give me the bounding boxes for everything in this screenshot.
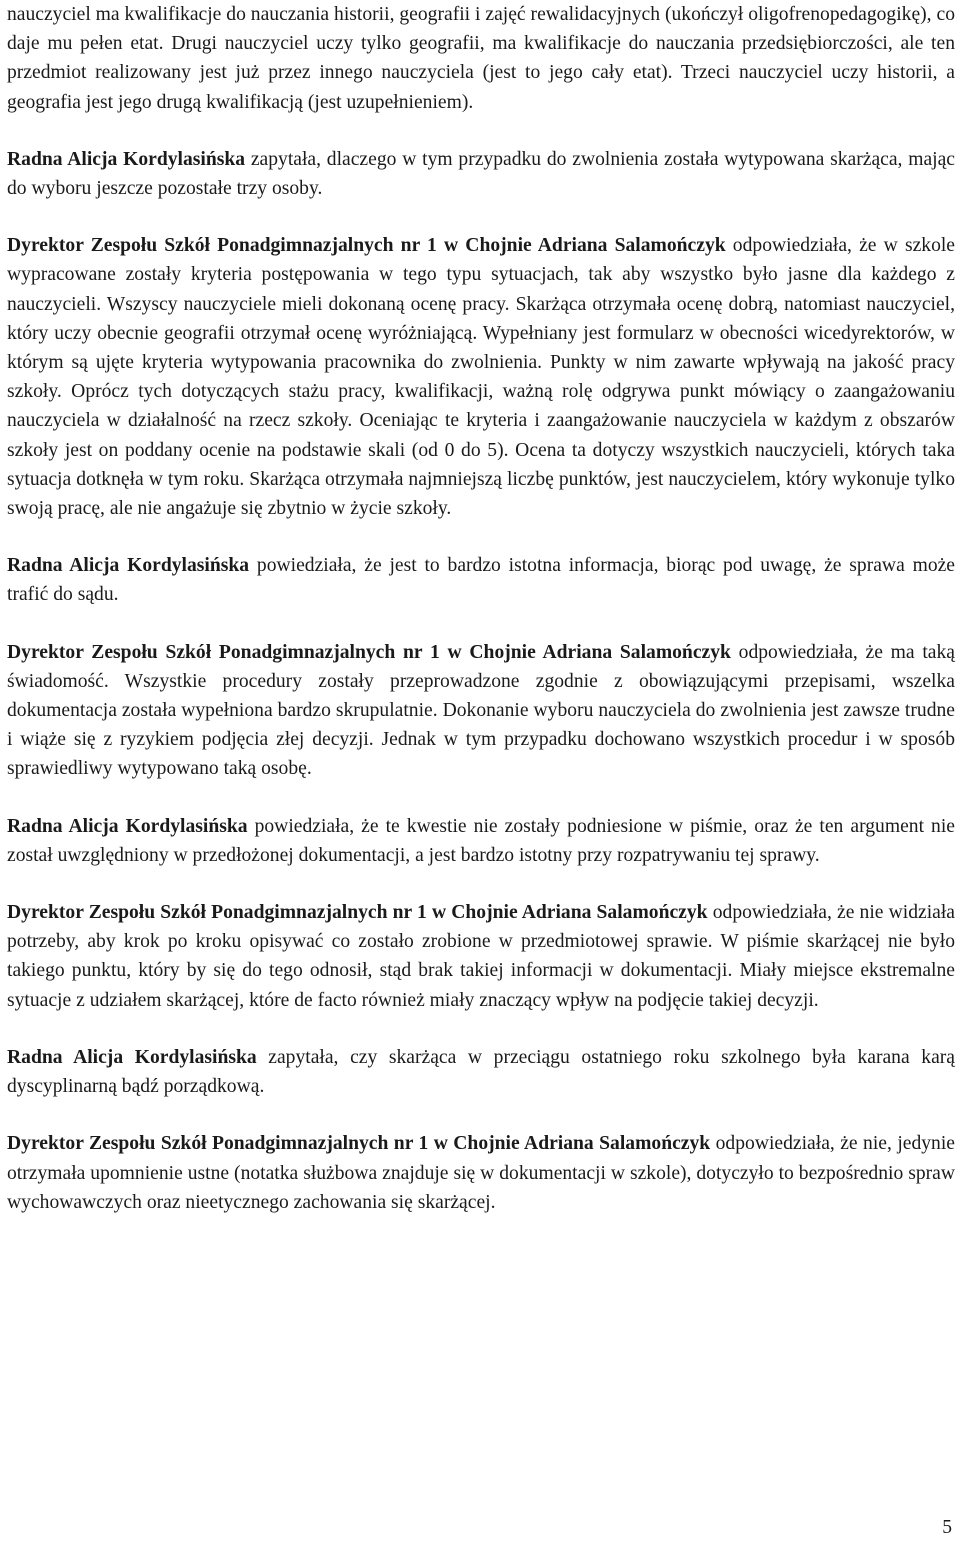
speaker-name: Radna Alicja Kordylasińska xyxy=(7,148,246,170)
speaker-name: Dyrektor Zespołu Szkół Ponadgimnazjalnych nr 1 w Chojnie Adriana Salamończyk xyxy=(7,641,731,663)
speaker-name: Radna Alicja Kordylasińska xyxy=(7,555,250,577)
paragraph-text: powiedziała, że te kwestie nie zostały podniesione w piśmie, oraz że ten argument nie został uwzględniony w przedłożonej dokumentacji, a jest bardzo istotny przy rozpatrywaniu tej sprawy. xyxy=(7,815,955,866)
document-page xyxy=(7,0,955,1217)
speaker-name: Radna Alicja Kordylasińska xyxy=(7,815,248,837)
speaker-name: Dyrektor Zespołu Szkół Ponadgimnazjalnych nr 1 w Chojnie Adriana Salamończyk xyxy=(7,235,726,257)
paragraph-text: odpowiedziała, że w szkole wypracowane zostały kryteria postępowania w tego typu sytuacjach, tak aby wszystko było jasne dla każdego z nauczycieli. Wszyscy nauczyciele mieli dokonaną ocenę pracy. Skarżąca otrzymała ocenę dobrą, natomiast nauczyciel, który uczy obecnie geografii otrzymał ocenę wyróżniającą. Wypełniany jest formularz w obecności wicedyrektorów, w którym są ujęte kryteria wytypowania pracownika do zwolnienia. Punkty w nim zawarte wpływają na jakość pracy szkoły. Oprócz tych dotyczących stażu pracy, kwalifikacji, ważną rolę odgrywa punkt mówiący o zaangażowaniu nauczyciela w działalność na rzecz szkoły. Oceniając te kryteria i zaangażowanie nauczyciela w każdym z obszarów szkoły jest on poddany ocenie na podstawie skali (od 0 do 5). Ocena ta dotyczy wszystkich nauczycieli, których taka sytuacja dotknęła w tym roku. Skarżąca otrzymała najmniejszą liczbę punktów, jest nauczycielem, który wykonuje tylko swoją pracę, ale nie angażuje się zbytnio w życie szkoły. xyxy=(7,235,956,520)
paragraph xyxy=(7,551,955,609)
paragraph xyxy=(7,898,955,1015)
speaker-name: Radna Alicja Kordylasińska xyxy=(7,1046,257,1068)
paragraph-text: odpowiedziała, że nie, jedynie otrzymała upomnienie ustne (notatka służbowa znajduje się w dokumentacji w szkole), dotyczyło to bezpośrednio spraw wychowawczych oraz nieetycznego zachowania się skarżącej. xyxy=(7,1133,955,1213)
paragraph xyxy=(7,638,955,784)
paragraph xyxy=(7,231,955,523)
paragraph-text: powiedziała, że jest to bardzo istotna informacja, biorąc pod uwagę, że sprawa może trafić do sądu. xyxy=(7,555,956,606)
paragraph xyxy=(7,1043,955,1101)
paragraph-text: zapytała, czy skarżąca w przeciągu ostatniego roku szkolnego była karana karą dyscyplinarną bądź porządkową. xyxy=(7,1046,955,1098)
paragraph xyxy=(7,145,955,203)
paragraph-text: zapytała, dlaczego w tym przypadku do zwolnienia została wytypowana skarżąca, mając do wyboru jeszcze pozostałe trzy osoby. xyxy=(7,148,955,200)
paragraph xyxy=(7,1129,955,1217)
paragraph-text: odpowiedziała, że ma taką świadomość. Wszystkie procedury zostały przeprowadzone zgodnie z obowiązującymi przepisami, wszelka dokumentacja została wypełniona bardzo skrupulatnie. Dokonanie wyboru nauczyciela do zwolnienia jest zawsze trudne i wiąże się z ryzykiem podjęcia złej decyzji. Jednak w tym przypadku dochowano wszystkich procedur i w sposób sprawiedliwy wytypowano taką osobę. xyxy=(7,641,955,780)
page-number: 5 xyxy=(942,1517,952,1538)
paragraph xyxy=(7,812,955,870)
speaker-name: Dyrektor Zespołu Szkół Ponadgimnazjalnych nr 1 w Chojnie Adriana Salamończyk xyxy=(7,902,708,924)
paragraph-text: odpowiedziała, że nie widziała potrzeby, aby krok po kroku opisywać co zostało zrobione w przedmiotowej sprawie. W piśmie skarżącej nie było takiego punktu, który by się do tego odnosił, stąd brak takiej informacji w dokumentacji. Miały miejsce ekstremalne sytuacje z udziałem skarżącej, które de facto również miały znaczący wpływ na podjęcie takiej decyzji. xyxy=(7,902,955,1011)
paragraph xyxy=(7,0,955,117)
paragraph-text: nauczyciel ma kwalifikacje do nauczania historii, geografii i zajęć rewalidacyjnych (ukończył oligofrenopedagogikę), co daje mu pełen etat. Drugi nauczyciel uczy tylko geografii, ma kwalifikacje do nauczania przedsiębiorczości, ale ten przedmiot realizowany jest już przez innego nauczyciela (jest to jego cały etat). Trzeci nauczyciel uczy historii, a geografia jest jego drugą kwalifikacją (jest uzupełnieniem). xyxy=(7,4,955,113)
speaker-name: Dyrektor Zespołu Szkół Ponadgimnazjalnych nr 1 w Chojnie Adriana Salamończyk xyxy=(7,1133,711,1155)
